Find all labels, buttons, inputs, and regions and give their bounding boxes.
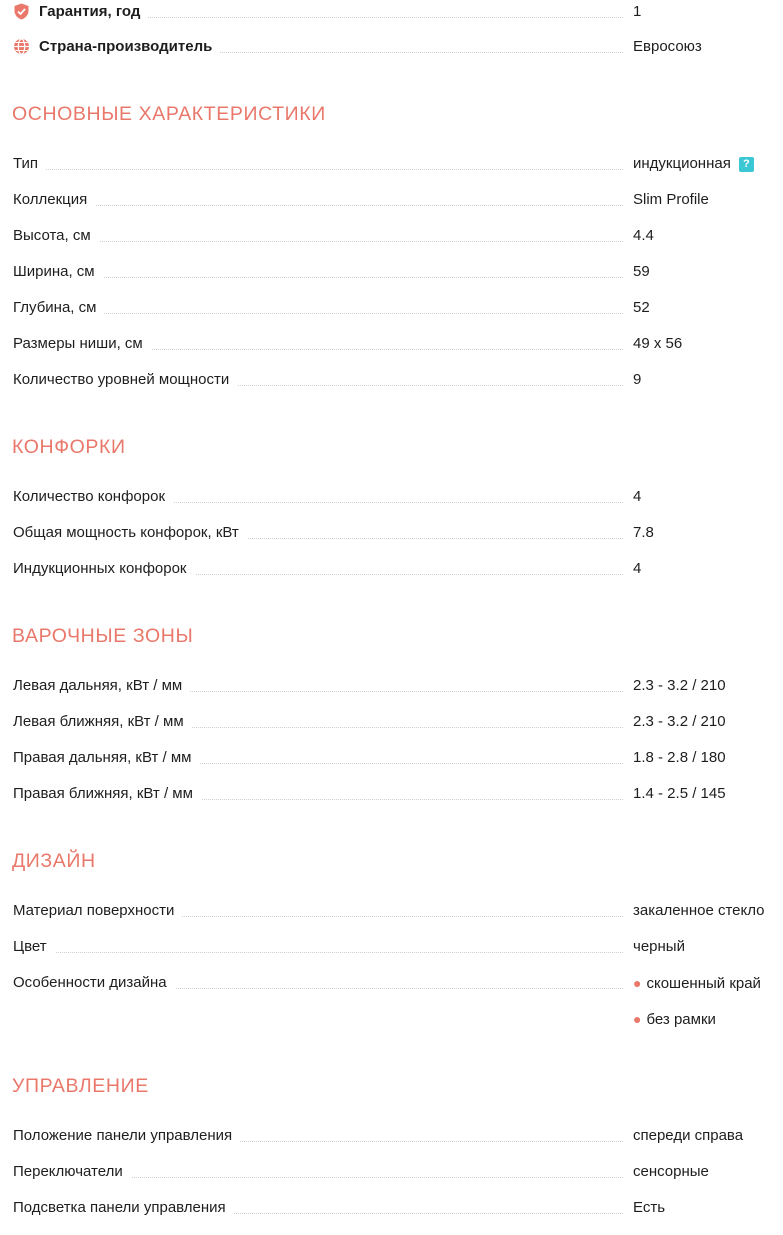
spec-row xyxy=(0,551,783,587)
spec-value: 49 x 56 xyxy=(633,335,683,352)
section-title-zones: ВАРОЧНЫЕ ЗОНЫ xyxy=(12,625,194,647)
spec-label: Левая дальняя, кВт / мм xyxy=(13,668,190,704)
spec-row-continued xyxy=(0,1001,783,1037)
spec-label: Переключатели xyxy=(13,1154,131,1190)
spec-row xyxy=(0,776,783,812)
spec-label: Левая ближняя, кВт / мм xyxy=(13,704,192,740)
spec-row xyxy=(0,362,783,398)
spec-row xyxy=(0,1118,783,1154)
spec-label: Глубина, см xyxy=(13,290,104,326)
spec-row-warranty xyxy=(0,0,783,30)
spec-value: 1.4 - 2.5 / 145 xyxy=(633,785,726,802)
dotted-leader xyxy=(13,952,623,953)
spec-value: Евросоюз xyxy=(633,38,702,55)
spec-row xyxy=(0,479,783,515)
spec-value: закаленное стекло xyxy=(633,902,765,919)
spec-row xyxy=(0,326,783,362)
spec-label: Материал поверхности xyxy=(13,893,182,929)
spec-value-item: скошенный край xyxy=(646,975,761,992)
spec-label: Высота, см xyxy=(13,218,99,254)
spec-value: сенсорные xyxy=(633,1163,709,1180)
spec-value: 1.8 - 2.8 / 180 xyxy=(633,749,726,766)
spec-value: 2.3 - 3.2 / 210 xyxy=(633,677,726,694)
dotted-leader xyxy=(13,277,623,278)
spec-label: Гарантия, год xyxy=(13,0,148,30)
spec-value: черный xyxy=(633,938,685,955)
spec-row-country xyxy=(0,29,783,65)
spec-label: Страна-производитель xyxy=(13,29,220,65)
spec-row xyxy=(0,218,783,254)
spec-value: 59 xyxy=(633,263,650,280)
help-icon[interactable]: ? xyxy=(739,157,754,172)
spec-value-text: индукционная xyxy=(633,155,731,172)
spec-value: 4 xyxy=(633,560,642,577)
spec-label: Количество уровней мощности xyxy=(13,362,237,398)
spec-row xyxy=(0,1190,783,1226)
spec-label: Правая ближняя, кВт / мм xyxy=(13,776,201,812)
spec-row xyxy=(0,893,783,929)
spec-value: 52 xyxy=(633,299,650,316)
spec-value: 4.4 xyxy=(633,227,654,244)
spec-row xyxy=(0,929,783,965)
spec-row xyxy=(0,704,783,740)
spec-row xyxy=(0,1154,783,1190)
spec-value-item: без рамки xyxy=(646,1011,716,1028)
spec-label: Общая мощность конфорок, кВт xyxy=(13,515,247,551)
spec-label: Подсветка панели управления xyxy=(13,1190,234,1226)
spec-value xyxy=(633,1001,716,1037)
spec-row xyxy=(0,740,783,776)
shield-check-icon xyxy=(13,3,30,20)
spec-label: Индукционных конфорок xyxy=(13,551,195,587)
spec-value xyxy=(633,965,761,1001)
spec-label: Тип xyxy=(13,146,46,182)
section-title-burners: КОНФОРКИ xyxy=(12,436,126,458)
spec-row xyxy=(0,668,783,704)
spec-value: 4 xyxy=(633,488,642,505)
spec-label: Ширина, см xyxy=(13,254,103,290)
globe-icon xyxy=(13,38,30,55)
spec-value xyxy=(633,146,754,182)
spec-label: Цвет xyxy=(13,929,55,965)
spec-row xyxy=(0,515,783,551)
section-title-main: ОСНОВНЫЕ ХАРАКТЕРИСТИКИ xyxy=(12,103,326,125)
spec-value: 1 xyxy=(633,3,642,20)
spec-value: 9 xyxy=(633,371,642,388)
bullet-icon: ● xyxy=(633,975,642,991)
spec-label: Размеры ниши, см xyxy=(13,326,151,362)
spec-row xyxy=(0,182,783,218)
section-title-control: УПРАВЛЕНИЕ xyxy=(12,1075,149,1097)
dotted-leader xyxy=(13,169,623,170)
section-title-design: ДИЗАЙН xyxy=(12,850,96,872)
spec-label: Правая дальняя, кВт / мм xyxy=(13,740,200,776)
spec-value: 2.3 - 3.2 / 210 xyxy=(633,713,726,730)
spec-row xyxy=(0,254,783,290)
dotted-leader xyxy=(13,313,623,314)
spec-value: 7.8 xyxy=(633,524,654,541)
spec-row xyxy=(0,290,783,326)
spec-label: Положение панели управления xyxy=(13,1118,240,1154)
spec-label: Коллекция xyxy=(13,182,95,218)
spec-value: Есть xyxy=(633,1199,666,1216)
dotted-leader xyxy=(13,241,623,242)
spec-value: спереди справа xyxy=(633,1127,744,1144)
spec-label: Количество конфорок xyxy=(13,479,173,515)
spec-row xyxy=(0,965,783,1001)
spec-row xyxy=(0,146,783,182)
spec-label: Особенности дизайна xyxy=(13,965,175,1001)
spec-value: Slim Profile xyxy=(633,191,709,208)
bullet-icon: ● xyxy=(633,1011,642,1027)
dotted-leader xyxy=(13,205,623,206)
